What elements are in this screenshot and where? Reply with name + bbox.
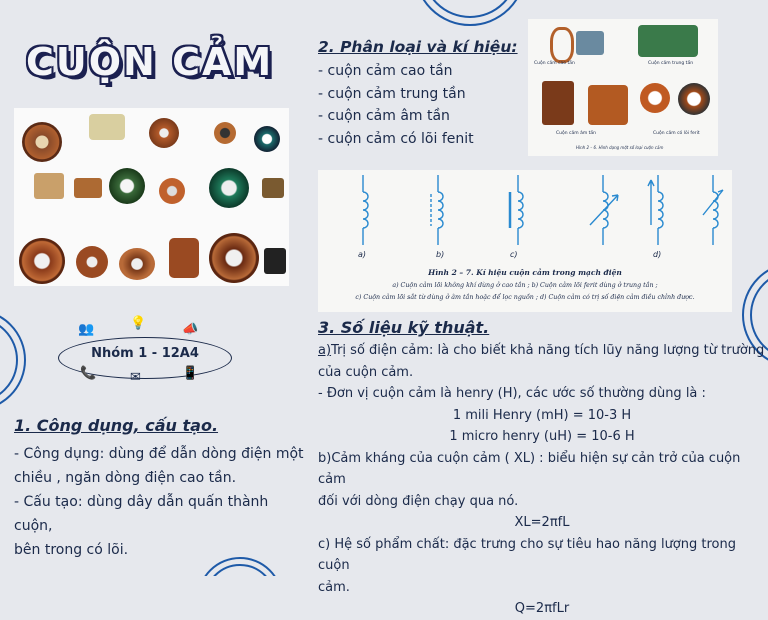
unit-uh: 1 micro henry (uH) = 10-6 H <box>449 429 635 444</box>
quality-text: c) Hệ số phẩm chất: đặc trưng cho sự tiêu hao năng lượng trong cuộn <box>318 536 736 573</box>
symbols-caption-line2: c) Cuộn cảm lõi sắt từ dùng ở âm tần hoặc để lọc nguồn ; d) Cuộn cảm có trị số điện cảm điều chỉnh được. <box>355 294 695 301</box>
section1-line: - Công dụng: dùng để dẫn dòng điện một <box>14 446 304 462</box>
type-item: - cuộn cảm trung tần <box>318 85 466 102</box>
inductor-symbols-drawing <box>318 170 732 250</box>
inductor-symbols-figure <box>318 170 732 312</box>
a-label: a) <box>318 343 332 358</box>
section1-line: - Cấu tạo: dùng dây dẫn quấn thành cuộn, <box>14 494 269 534</box>
inductor-types-figure <box>528 19 718 156</box>
group-label: Nhóm 1 - 12A4 <box>91 346 199 361</box>
photo-label-af: Cuộn cảm âm tần <box>556 131 597 136</box>
team-icon: 👥 <box>78 322 95 337</box>
type-item: - cuộn cảm cao tần <box>318 63 453 79</box>
unit-line: - Đơn vị cuộn cảm là henry (H), các ước số thường dùng là : <box>318 386 706 401</box>
inductance-line <box>318 340 766 362</box>
photo-label-ferrite: Cuộn cảm có lõi ferit <box>653 131 700 136</box>
mail-icon: ✉ <box>130 370 141 385</box>
section1-line: chiều , ngăn dòng điện cao tần. <box>14 470 237 486</box>
quality-text-cont: cảm. <box>318 579 350 595</box>
page-title: CUỘN CẢM <box>26 40 274 84</box>
symbol-label-b: b) <box>436 250 445 259</box>
symbols-caption-title: Hình 2 – 7. Kí hiệu cuộn cảm trong mạch điện <box>428 268 622 277</box>
unit-mh: 1 mili Henry (mH) = 10-3 H <box>452 407 632 423</box>
photo-label-if: Cuộn cảm trung tần <box>648 61 694 66</box>
symbol-label-a: a) <box>358 250 367 259</box>
idea-icon: 💡 <box>130 316 147 331</box>
symbols-caption-line1: a) Cuộn cảm lõi không khí dùng ở cao tần ; b) Cuộn cảm lõi ferit dùng ở trung tần ; <box>392 282 658 289</box>
symbol-label-d: d) <box>653 250 662 259</box>
inductance-text: Trị số điện cảm: là cho biết khả năng tích lũy năng lượng từ trường <box>331 343 765 358</box>
mobile-icon: 📱 <box>182 366 199 381</box>
megaphone-icon: 📣 <box>182 322 199 337</box>
section3-heading: 3. Số liệu kỹ thuật. <box>318 318 490 337</box>
type-item: - cuộn cảm có lõi fenit <box>318 130 474 147</box>
section2-heading: 2. Phân loại và kí hiệu: <box>318 38 518 56</box>
quality-formula: Q=2πfLr <box>514 601 570 616</box>
reactance-formula: XL=2πfL <box>514 515 570 530</box>
section1-heading: 1. Công dụng, cấu tạo. <box>14 416 219 435</box>
reactance-text-cont: đối với dòng điện chạy qua nó. <box>318 493 519 509</box>
photo-caption: Hình 2 – 6. Hình dạng một số loại cuộn cảm <box>576 145 664 150</box>
section1-line: bên trong có lõi. <box>14 542 129 558</box>
reactance-text: b)Cảm kháng của cuộn cảm ( XL) : biểu hiện sự cản trở của cuộn cảm <box>318 450 741 487</box>
photo-label-hf: Cuộn cảm cao tần <box>534 61 575 66</box>
inductors-photo <box>14 108 289 286</box>
type-item: - cuộn cảm âm tần <box>318 108 450 124</box>
phone-icon: 📞 <box>80 366 97 381</box>
symbol-label-c: c) <box>510 250 518 259</box>
inductance-text-cont: của cuộn cảm. <box>318 364 414 380</box>
